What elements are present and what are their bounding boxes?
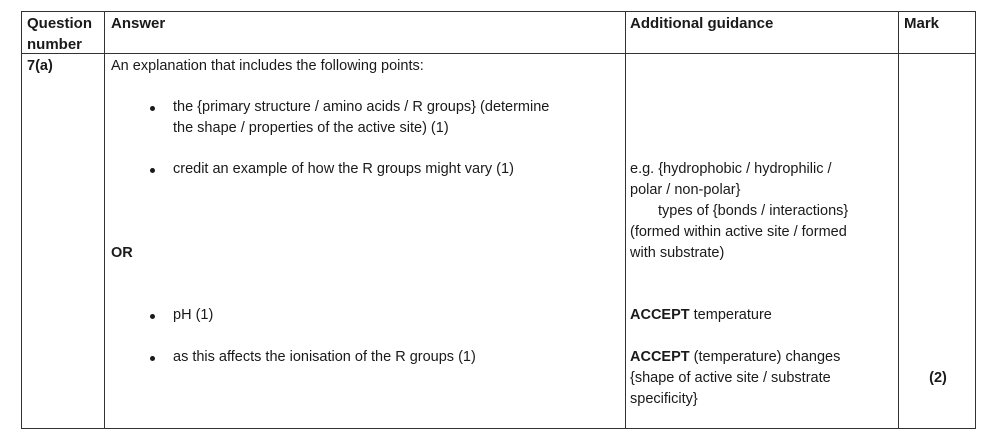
answer-bullet-1	[173, 97, 549, 139]
guidance-accept-changes-line-3: specificity}	[630, 391, 698, 407]
bullet-icon	[150, 106, 155, 111]
bullet-icon	[150, 168, 155, 173]
header-additional-guidance: Additional guidance	[630, 15, 774, 32]
guidance-example-line-5: with substrate)	[630, 245, 725, 261]
answer-bullet-3: pH (1)	[173, 307, 214, 323]
header-question-label: Question	[27, 15, 93, 32]
header-answer: Answer	[111, 15, 166, 32]
header-mark: Mark	[904, 15, 940, 32]
guidance-accept-changes	[630, 347, 840, 410]
header-divider	[22, 53, 975, 54]
answer-bullet-1-line-2: the shape / properties of the active site) (1)	[173, 120, 449, 136]
guidance-accept-temperature	[630, 305, 772, 326]
bullet-icon	[150, 314, 155, 319]
guidance-accept-changes-line-2: {shape of active site / substrate	[630, 370, 831, 386]
answer-bullet-4: as this affects the ionisation of the R groups (1)	[173, 349, 476, 365]
column-divider	[625, 12, 626, 428]
accept-label: ACCEPT	[630, 307, 690, 323]
column-divider	[898, 12, 899, 428]
answer-bullet-2: credit an example of how the R groups might vary (1)	[173, 161, 514, 177]
answer-bullet-1-line-1: the {primary structure / amino acids / R groups} (determine	[173, 99, 550, 115]
answer-intro: An explanation that includes the following points:	[111, 58, 424, 74]
question-number: 7(a)	[27, 58, 53, 74]
header-number-label: number	[27, 36, 83, 53]
header-question-number	[27, 13, 92, 55]
mark-scheme-table	[21, 11, 976, 429]
answer-or: OR	[111, 245, 133, 261]
accept-text: temperature	[689, 307, 772, 323]
guidance-example	[630, 159, 848, 264]
accept-label: ACCEPT	[630, 349, 690, 365]
mark-value: (2)	[929, 370, 947, 386]
guidance-example-line-2: polar / non-polar}	[630, 182, 741, 198]
guidance-example-line-1: e.g. {hydrophobic / hydrophilic /	[630, 161, 832, 177]
guidance-example-line-4: (formed within active site / formed	[630, 224, 847, 240]
bullet-icon	[150, 356, 155, 361]
accept-text: (temperature) changes	[689, 349, 841, 365]
column-divider	[104, 12, 105, 428]
guidance-example-line-3: types of {bonds / interactions}	[658, 203, 849, 219]
